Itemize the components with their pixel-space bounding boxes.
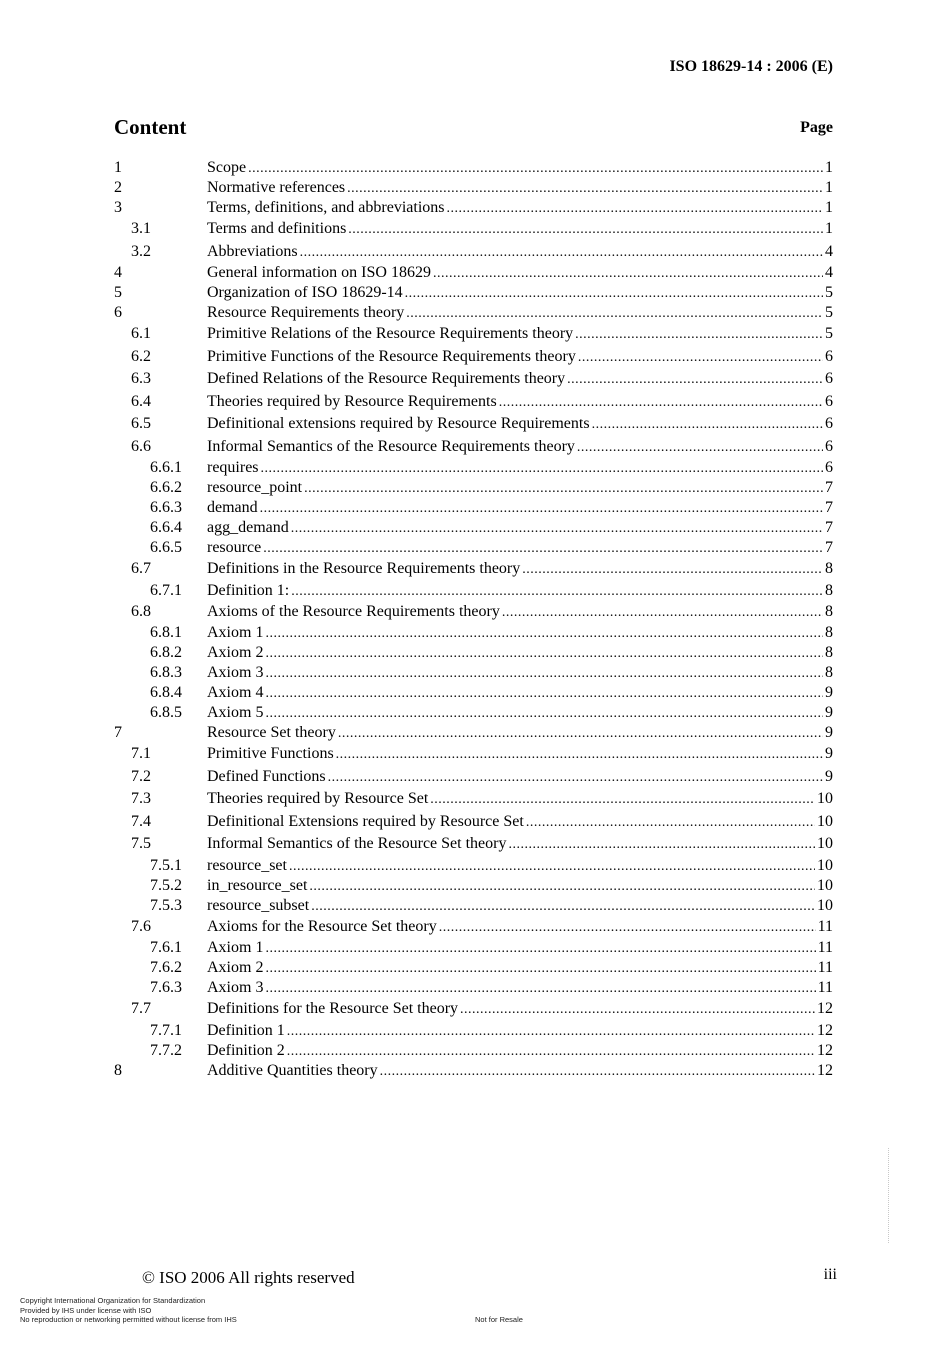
toc-entry-line <box>207 703 833 724</box>
toc-section-number: 6.8.5 <box>150 704 182 721</box>
toc-entry[interactable] <box>114 1061 833 1081</box>
toc-page-number: 11 <box>817 959 833 976</box>
toc-entry[interactable] <box>114 811 833 834</box>
toc-section-title: Definitions in the Resource Requirements theory <box>207 560 521 577</box>
toc-entry-line <box>207 218 833 242</box>
toc-section-title: Informal Semantics of the Resource Set theory <box>207 835 507 852</box>
table-of-contents <box>114 158 833 1081</box>
toc-page-number: 8 <box>825 644 833 661</box>
toc-section-title: Additive Quantities theory <box>207 1061 378 1079</box>
toc-entry-line <box>207 346 833 370</box>
toc-page-number: 12 <box>817 1041 833 1059</box>
toc-entry-line <box>207 788 833 812</box>
toc-entry[interactable] <box>114 368 833 391</box>
toc-leader-dots <box>348 218 823 242</box>
toc-entry[interactable] <box>114 518 833 538</box>
toc-leader-dots <box>447 198 824 219</box>
document-header: ISO 18629-14 : 2006 (E) <box>669 58 833 75</box>
toc-leader-dots <box>336 743 823 767</box>
toc-section-title: Axioms for the Resource Set theory <box>207 917 437 935</box>
toc-leader-dots <box>430 788 815 812</box>
toc-leader-dots <box>380 1061 815 1082</box>
toc-section-number: 7 <box>114 724 122 741</box>
toc-section-number: 6.8.2 <box>150 644 182 661</box>
toc-section-title: agg_demand <box>207 519 289 536</box>
toc-section-title: Primitive Relations of the Resource Requirements theory <box>207 325 574 342</box>
toc-page-number: 4 <box>825 264 833 281</box>
toc-entry-line <box>207 723 833 744</box>
toc-entry-line <box>207 263 833 284</box>
toc-entry-line <box>207 498 833 519</box>
toc-section-title: Terms and definitions <box>207 220 347 237</box>
toc-section-number: 6.5 <box>131 415 151 432</box>
toc-entry-line <box>207 368 833 392</box>
toc-section-number: 6.6.3 <box>150 499 182 516</box>
toc-section-number: 3.1 <box>131 220 151 237</box>
toc-entry[interactable] <box>114 978 833 998</box>
toc-section-number: 6.2 <box>131 347 151 365</box>
toc-entry[interactable] <box>114 703 833 723</box>
toc-entry-line <box>207 1041 833 1062</box>
toc-entry-line <box>207 518 833 539</box>
toc-section-title: Informal Semantics of the Resource Requirements theory <box>207 437 575 455</box>
toc-page-number: 11 <box>817 939 833 956</box>
toc-section-title: Defined Functions <box>207 767 326 785</box>
toc-leader-dots <box>577 436 823 460</box>
toc-entry[interactable] <box>114 558 833 581</box>
toc-leader-dots <box>578 346 823 370</box>
toc-section-title: Resource Set theory <box>207 724 336 741</box>
toc-page-number: 12 <box>817 1061 833 1079</box>
toc-section-title: Axiom 1 <box>207 624 264 641</box>
toc-page-number: 7 <box>825 499 833 516</box>
toc-section-number: 6.8.4 <box>150 684 182 701</box>
toc-entry-line <box>207 958 833 979</box>
toc-section-title: Axiom 1 <box>207 939 264 956</box>
toc-section-number: 8 <box>114 1061 122 1079</box>
toc-entry-line <box>207 178 833 199</box>
toc-section-title: resource_point <box>207 479 303 496</box>
toc-entry[interactable] <box>114 938 833 958</box>
toc-leader-dots <box>287 1041 815 1062</box>
toc-page-number: 7 <box>825 539 833 556</box>
toc-entry-line <box>207 916 833 940</box>
toc-section-title: Definitional Extensions required by Resource Set <box>207 812 524 830</box>
toc-entry-line <box>207 601 833 625</box>
toc-section-number: 6.6 <box>131 437 151 455</box>
toc-section-number: 7.7.2 <box>150 1041 182 1059</box>
toc-entry[interactable] <box>114 833 833 856</box>
toc-leader-dots <box>575 323 823 347</box>
toc-entry[interactable] <box>114 413 833 436</box>
toc-page-number: 12 <box>817 1000 833 1017</box>
toc-page-number: 5 <box>825 304 833 321</box>
toc-entry[interactable] <box>114 218 833 241</box>
toc-section-title: Resource Requirements theory <box>207 304 405 321</box>
toc-leader-dots <box>300 241 823 265</box>
legal-line: Copyright International Organization for Standardization <box>20 1296 206 1305</box>
toc-entry[interactable] <box>114 958 833 978</box>
toc-leader-dots <box>567 368 823 392</box>
toc-page-number: 9 <box>825 767 833 785</box>
toc-entry[interactable] <box>114 896 833 916</box>
toc-section-number: 6.3 <box>131 370 151 387</box>
toc-entry[interactable] <box>114 601 833 624</box>
toc-page-number: 11 <box>817 979 833 996</box>
toc-entry-line <box>207 896 833 917</box>
toc-section-number: 6.6.1 <box>150 459 182 476</box>
toc-entry-line <box>207 663 833 684</box>
toc-entry[interactable] <box>114 263 833 283</box>
toc-section-number: 7.5.2 <box>150 876 182 894</box>
toc-entry[interactable] <box>114 346 833 369</box>
not-for-resale-notice: Not for Resale <box>475 1315 523 1324</box>
toc-page-number: 10 <box>817 790 833 807</box>
toc-section-title: resource_set <box>207 856 287 874</box>
toc-leader-dots <box>439 916 816 940</box>
toc-entry-line <box>207 811 833 835</box>
toc-leader-dots <box>265 683 823 704</box>
toc-entry[interactable] <box>114 788 833 811</box>
toc-leader-dots <box>265 978 815 999</box>
toc-section-number: 7.5.3 <box>150 896 182 914</box>
toc-entry[interactable] <box>114 538 833 558</box>
toc-entry[interactable] <box>114 178 833 198</box>
toc-entry[interactable] <box>114 303 833 323</box>
toc-section-number: 7.6.2 <box>150 959 182 976</box>
toc-section-title: resource <box>207 539 262 556</box>
toc-entry-line <box>207 998 833 1022</box>
toc-section-number: 4 <box>114 264 122 281</box>
toc-page-number: 8 <box>825 602 833 620</box>
toc-leader-dots <box>309 876 815 897</box>
toc-section-number: 3.2 <box>131 242 151 260</box>
toc-page-number: 9 <box>825 724 833 741</box>
toc-section-number: 7.5 <box>131 835 151 852</box>
page-column-label: Page <box>800 119 833 136</box>
toc-section-number: 6.1 <box>131 325 151 342</box>
toc-entry[interactable] <box>114 663 833 683</box>
toc-entry[interactable] <box>114 766 833 789</box>
toc-page-number: 5 <box>825 284 833 301</box>
toc-page-number: 6 <box>825 392 833 410</box>
toc-entry-line <box>207 323 833 347</box>
toc-entry-line <box>207 391 833 415</box>
toc-section-number: 6.8 <box>131 602 151 620</box>
toc-entry-line <box>207 241 833 265</box>
toc-page-number: 9 <box>825 745 833 762</box>
toc-leader-dots <box>265 623 823 644</box>
toc-entry[interactable] <box>114 643 833 663</box>
toc-page-number: 6 <box>825 459 833 476</box>
toc-section-title: Theories required by Resource Requirements <box>207 392 497 410</box>
toc-section-title: Definitions for the Resource Set theory <box>207 1000 459 1017</box>
toc-entry[interactable] <box>114 723 833 743</box>
toc-section-number: 7.7 <box>131 1000 151 1017</box>
toc-leader-dots <box>338 723 823 744</box>
toc-section-title: Scope <box>207 159 247 176</box>
toc-section-number: 6.8.3 <box>150 664 182 681</box>
toc-section-title: Axioms of the Resource Requirements theory <box>207 602 500 620</box>
toc-entry-line <box>207 938 833 959</box>
toc-entry[interactable] <box>114 478 833 498</box>
toc-leader-dots <box>265 643 823 664</box>
toc-entry[interactable] <box>114 458 833 478</box>
toc-section-number: 7.2 <box>131 767 151 785</box>
toc-section-title: Organization of ISO 18629-14 <box>207 284 403 301</box>
toc-leader-dots <box>347 178 823 199</box>
toc-entry-line <box>207 413 833 437</box>
toc-section-title: Definition 1: <box>207 581 290 599</box>
toc-page-number: 8 <box>825 581 833 599</box>
toc-section-number: 7.6 <box>131 917 151 935</box>
toc-page-number: 6 <box>825 415 833 432</box>
toc-section-title: Abbreviations <box>207 242 298 260</box>
toc-entry-line <box>207 978 833 999</box>
toc-entry-line <box>207 198 833 219</box>
toc-section-number: 2 <box>114 179 122 196</box>
toc-entry[interactable] <box>114 1021 833 1041</box>
toc-entry-line <box>207 766 833 790</box>
toc-entry-line <box>207 538 833 559</box>
toc-page-number: 10 <box>817 876 833 894</box>
copyright-notice: © ISO 2006 All rights reserved <box>142 1268 355 1287</box>
legal-notice <box>20 1296 237 1325</box>
toc-leader-dots <box>328 766 823 790</box>
toc-entry[interactable] <box>114 198 833 218</box>
toc-section-number: 5 <box>114 284 122 301</box>
toc-leader-dots <box>433 263 823 284</box>
toc-leader-dots <box>499 391 823 415</box>
toc-section-number: 6 <box>114 304 122 321</box>
toc-entry[interactable] <box>114 241 833 264</box>
toc-leader-dots <box>287 1021 815 1042</box>
toc-page-number: 8 <box>825 560 833 577</box>
toc-page-number: 12 <box>817 1021 833 1039</box>
side-watermark <box>888 1148 899 1243</box>
toc-page-number: 6 <box>825 370 833 387</box>
toc-leader-dots <box>526 811 815 835</box>
toc-page-number: 10 <box>817 812 833 830</box>
toc-section-title: Axiom 4 <box>207 684 264 701</box>
toc-section-title: Normative references <box>207 179 346 196</box>
toc-section-number: 7.6.3 <box>150 979 182 996</box>
toc-leader-dots <box>502 601 823 625</box>
toc-entry-line <box>207 683 833 704</box>
toc-section-number: 6.6.4 <box>150 519 182 536</box>
toc-leader-dots <box>522 558 823 582</box>
toc-section-title: Primitive Functions <box>207 745 334 762</box>
toc-page-number: 5 <box>825 325 833 342</box>
toc-leader-dots <box>291 581 823 602</box>
toc-section-title: Theories required by Resource Set <box>207 790 429 807</box>
toc-page-number: 10 <box>817 896 833 914</box>
toc-entry[interactable] <box>114 916 833 939</box>
toc-entry-line <box>207 436 833 460</box>
toc-leader-dots <box>265 938 815 959</box>
toc-title: Content <box>114 115 187 139</box>
toc-section-title: Definition 1 <box>207 1021 285 1039</box>
toc-section-number: 3 <box>114 199 122 216</box>
toc-leader-dots <box>248 158 823 179</box>
toc-section-number: 7.6.1 <box>150 939 182 956</box>
toc-leader-dots <box>289 856 815 877</box>
toc-section-title: Axiom 3 <box>207 979 264 996</box>
toc-leader-dots <box>311 896 815 917</box>
toc-section-title: resource_subset <box>207 896 310 914</box>
toc-entry[interactable] <box>114 436 833 459</box>
toc-leader-dots <box>405 283 823 304</box>
toc-entry[interactable] <box>114 323 833 346</box>
toc-page-number: 1 <box>825 179 833 196</box>
toc-leader-dots <box>508 833 815 857</box>
toc-leader-dots <box>592 413 823 437</box>
toc-leader-dots <box>291 518 823 539</box>
toc-entry[interactable] <box>114 623 833 643</box>
toc-entry[interactable] <box>114 998 833 1021</box>
toc-section-number: 7.5.1 <box>150 856 182 874</box>
toc-entry[interactable] <box>114 498 833 518</box>
toc-entry[interactable] <box>114 683 833 703</box>
toc-leader-dots <box>260 498 823 519</box>
toc-leader-dots <box>406 303 823 324</box>
toc-entry[interactable] <box>114 1041 833 1061</box>
toc-entry-line <box>207 558 833 582</box>
toc-entry-line <box>207 283 833 304</box>
toc-section-number: 6.4 <box>131 392 151 410</box>
legal-line: No reproduction or networking permitted without license from IHS <box>20 1315 237 1324</box>
toc-entry[interactable] <box>114 391 833 414</box>
toc-section-number: 6.7.1 <box>150 581 182 599</box>
toc-leader-dots <box>460 998 815 1022</box>
toc-section-title: Axiom 5 <box>207 704 264 721</box>
toc-page-number: 7 <box>825 519 833 536</box>
toc-section-number: 6.6.2 <box>150 479 182 496</box>
toc-leader-dots <box>265 703 823 724</box>
toc-entry-line <box>207 478 833 499</box>
toc-entry[interactable] <box>114 283 833 303</box>
toc-entry-line <box>207 623 833 644</box>
toc-section-number: 7.1 <box>131 745 151 762</box>
toc-leader-dots <box>261 458 823 479</box>
toc-leader-dots <box>263 538 823 559</box>
toc-section-title: Axiom 2 <box>207 959 264 976</box>
legal-line: Provided by IHS under license with ISO <box>20 1305 152 1315</box>
toc-page-number: 7 <box>825 479 833 496</box>
toc-leader-dots <box>265 958 815 979</box>
toc-entry[interactable] <box>114 856 833 876</box>
toc-entry[interactable] <box>114 581 833 601</box>
toc-entry-line <box>207 158 833 179</box>
toc-section-title: demand <box>207 499 258 516</box>
toc-page-number: 1 <box>825 220 833 237</box>
toc-entry-line <box>207 581 833 602</box>
toc-leader-dots <box>304 478 823 499</box>
toc-entry-line <box>207 856 833 877</box>
toc-leader-dots <box>265 663 823 684</box>
toc-section-number: 6.7 <box>131 560 151 577</box>
toc-section-title: General information on ISO 18629 <box>207 264 431 281</box>
toc-section-title: Axiom 2 <box>207 644 264 661</box>
toc-page-number: 1 <box>825 199 833 216</box>
toc-page-number: 8 <box>825 664 833 681</box>
toc-entry-line <box>207 458 833 479</box>
toc-page-number: 10 <box>817 856 833 874</box>
toc-page-number: 10 <box>817 835 833 852</box>
toc-entry-line <box>207 1021 833 1042</box>
toc-section-title: requires <box>207 459 259 476</box>
toc-section-number: 1 <box>114 159 122 176</box>
toc-page-number: 1 <box>825 159 833 176</box>
toc-page-number: 6 <box>825 437 833 455</box>
toc-section-title: in_resource_set <box>207 876 308 894</box>
toc-entry-line <box>207 643 833 664</box>
toc-section-number: 7.3 <box>131 790 151 807</box>
toc-section-number: 7.7.1 <box>150 1021 182 1039</box>
toc-section-number: 6.8.1 <box>150 624 182 641</box>
toc-page-number: 9 <box>825 684 833 701</box>
toc-section-title: Terms, definitions, and abbreviations <box>207 199 445 216</box>
toc-section-number: 6.6.5 <box>150 539 182 556</box>
toc-page-number: 8 <box>825 624 833 641</box>
toc-section-title: Defined Relations of the Resource Requirements theory <box>207 370 566 387</box>
toc-entry-line <box>207 1061 833 1082</box>
toc-section-number: 7.4 <box>131 812 151 830</box>
toc-section-title: Primitive Functions of the Resource Requirements theory <box>207 347 576 365</box>
toc-entry-line <box>207 303 833 324</box>
toc-section-title: Axiom 3 <box>207 664 264 681</box>
toc-page-number: 9 <box>825 704 833 721</box>
toc-entry[interactable] <box>114 158 833 178</box>
toc-section-title: Definitional extensions required by Resource Requirements <box>207 415 590 432</box>
page-number: iii <box>823 1266 837 1283</box>
toc-entry[interactable] <box>114 743 833 766</box>
toc-section-title: Definition 2 <box>207 1041 285 1059</box>
toc-page-number: 6 <box>825 347 833 365</box>
toc-entry-line <box>207 876 833 897</box>
toc-entry-line <box>207 743 833 767</box>
toc-page-number: 11 <box>817 917 833 935</box>
toc-entry-line <box>207 833 833 857</box>
toc-entry[interactable] <box>114 876 833 896</box>
toc-page-number: 4 <box>825 242 833 260</box>
